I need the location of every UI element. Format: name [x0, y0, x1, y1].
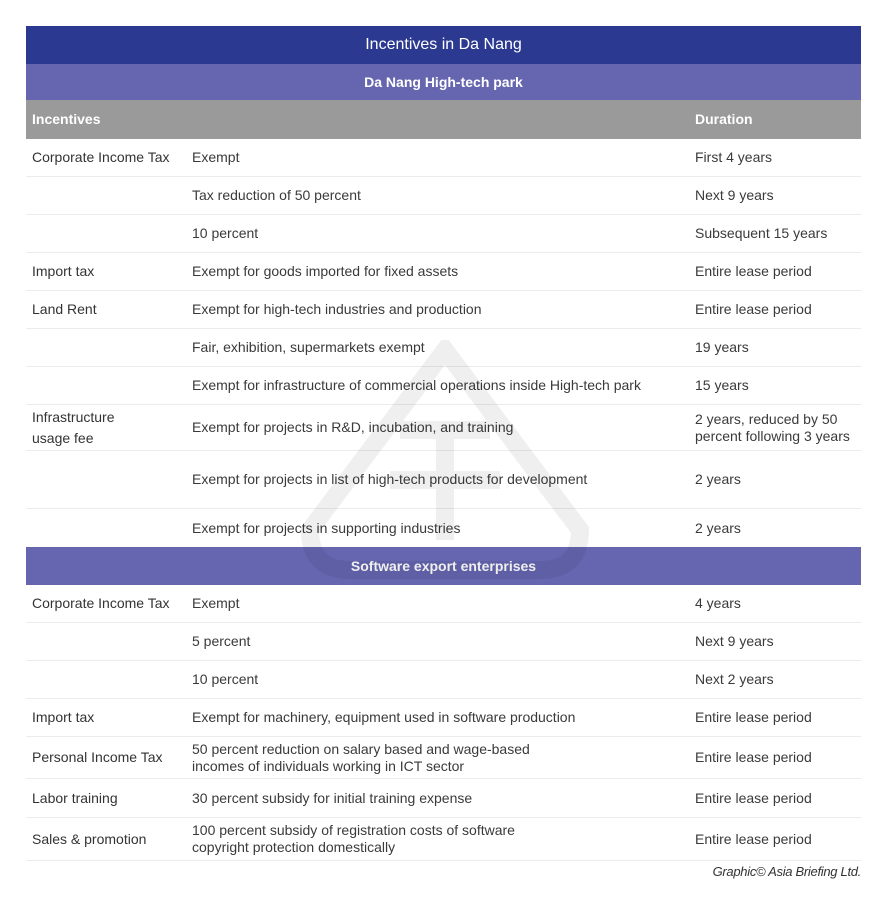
row-incentive: 5 percent — [192, 633, 251, 649]
table-row — [26, 177, 861, 215]
table-row — [26, 367, 861, 405]
row-incentive: Exempt for projects in supporting industries — [192, 519, 461, 536]
table-row — [26, 253, 861, 291]
table-row — [26, 329, 861, 367]
row-duration: Entire lease period — [695, 301, 812, 317]
row-category: Labor training — [32, 789, 118, 806]
section-heading-software: Software export enterprises — [26, 547, 861, 585]
graphic-credit: Graphic© Asia Briefing Ltd. — [712, 864, 861, 879]
row-duration: Subsequent 15 years — [695, 225, 828, 241]
row-category: Personal Income Tax — [32, 749, 163, 765]
column-header-incentives: Incentives — [32, 111, 101, 127]
table-row — [26, 779, 861, 818]
row-category: Land Rent — [32, 301, 97, 317]
row-duration: 2 years, reduced by 50 percent following 3 years — [695, 410, 850, 444]
row-category: Sales & promotion — [32, 830, 147, 847]
row-category: Corporate Income Tax — [32, 149, 170, 165]
row-category: Import tax — [32, 263, 95, 279]
row-incentive: 50 percent reduction on salary based and wage-based incomes of individuals working in ICT sector — [192, 740, 530, 774]
row-incentive: Exempt for projects in R&D, incubation, and training — [192, 419, 514, 435]
row-duration: Entire lease period — [695, 830, 812, 847]
row-duration: Entire lease period — [695, 709, 812, 725]
table-row — [26, 451, 861, 509]
row-duration: Entire lease period — [695, 749, 812, 765]
row-incentive: 10 percent — [192, 225, 259, 241]
table-row — [26, 661, 861, 699]
row-incentive: 100 percent subsidy of registration costs of software copyright protection domestically — [192, 822, 515, 855]
row-duration: Entire lease period — [695, 263, 812, 279]
table-row — [26, 405, 861, 451]
row-duration: 2 years — [695, 471, 741, 487]
row-incentive: Exempt for infrastructure of commercial operations inside High-tech park — [192, 377, 641, 393]
row-incentive: Exempt for goods imported for fixed assets — [192, 263, 459, 279]
row-duration: Next 9 years — [695, 633, 774, 649]
row-incentive: Exempt for machinery, equipment used in software production — [192, 709, 576, 725]
row-duration: Next 9 years — [695, 187, 774, 203]
row-duration: 2 years — [695, 519, 741, 536]
table-row — [26, 215, 861, 253]
table-row — [26, 737, 861, 779]
incentives-table — [26, 26, 861, 861]
row-incentive: Exempt for projects in list of high-tech products for development — [192, 471, 588, 487]
row-duration: First 4 years — [695, 149, 773, 165]
column-header-row — [26, 100, 861, 139]
row-duration: 19 years — [695, 339, 749, 355]
section-heading-hightech: Da Nang High-tech park — [26, 64, 861, 100]
row-incentive: Fair, exhibition, supermarkets exempt — [192, 339, 425, 355]
table-row — [26, 291, 861, 329]
table-row — [26, 623, 861, 661]
row-duration: 4 years — [695, 595, 741, 611]
table-row — [26, 509, 861, 547]
row-incentive: Tax reduction of 50 percent — [192, 187, 361, 203]
row-category: Import tax — [32, 709, 95, 725]
table-row — [26, 818, 861, 861]
table-row — [26, 699, 861, 737]
table-row — [26, 585, 861, 623]
column-header-duration: Duration — [695, 111, 753, 127]
row-duration: Next 2 years — [695, 671, 774, 687]
row-incentive: Exempt — [192, 149, 240, 165]
table-row — [26, 139, 861, 177]
row-incentive: 30 percent subsidy for initial training expense — [192, 789, 473, 806]
row-category: Infrastructure usage fee — [32, 408, 115, 446]
row-incentive: Exempt — [192, 595, 240, 611]
row-duration: 15 years — [695, 377, 749, 393]
row-duration: Entire lease period — [695, 789, 812, 806]
table-title: Incentives in Da Nang — [26, 26, 861, 64]
row-category: Corporate Income Tax — [32, 595, 170, 611]
row-incentive: Exempt for high-tech industries and production — [192, 301, 482, 317]
row-incentive: 10 percent — [192, 671, 259, 687]
